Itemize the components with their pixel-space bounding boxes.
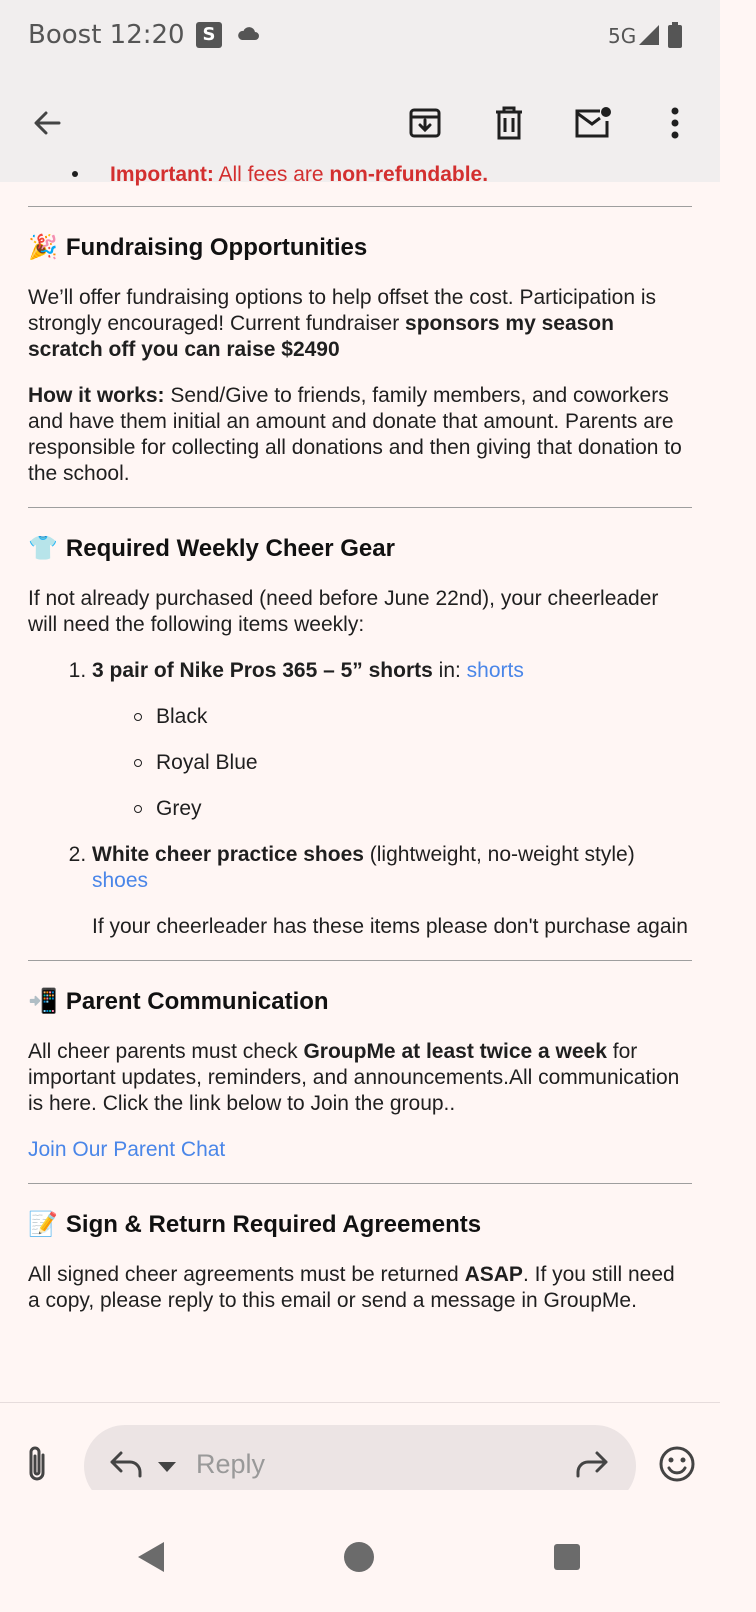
agreements-title: Sign & Return Required Agreements: [65, 1211, 482, 1238]
asap-text: ASAP: [464, 1263, 523, 1286]
nav-back-button[interactable]: [136, 1540, 166, 1579]
archive-button[interactable]: [400, 98, 450, 148]
cut-off-fee-line: [92, 162, 756, 188]
gear-title: Required Weekly Cheer Gear: [65, 535, 395, 562]
fundraising-title: Fundraising Opportunities: [65, 234, 368, 261]
color-list: [92, 694, 692, 832]
join-parent-chat-link[interactable]: Join Our Parent Chat: [28, 1138, 226, 1161]
paperclip-icon: [24, 1443, 50, 1483]
carrier-label: Boost: [28, 20, 102, 50]
battery-icon: [668, 22, 682, 52]
smiley-icon: [658, 1445, 696, 1483]
s-app-notification-icon: S: [196, 22, 222, 48]
fee-text: All fees are: [213, 163, 330, 186]
mark-unread-icon: [574, 107, 612, 139]
cloud-icon: [236, 24, 260, 46]
groupme-frequency: GroupMe at least twice a week: [303, 1040, 607, 1063]
color-grey: Grey: [156, 786, 692, 832]
agreements-heading: [28, 1210, 692, 1240]
email-body-inner: [28, 162, 692, 1314]
gear-intro: If not already purchased (need before June 22nd), your cheerleader will need the following items weekly:: [28, 587, 659, 636]
signal-icon: [638, 24, 660, 50]
non-refundable-text: non-refundable.: [329, 163, 489, 186]
agreements-paragraph: [28, 1262, 692, 1314]
clock: 12:20: [109, 20, 185, 50]
more-options-button[interactable]: [650, 98, 700, 148]
gear-note: If your cheerleader has these items please don't purchase again: [92, 915, 688, 938]
shorts-item: 3 pair of Nike Pros 365 – 5” shorts: [92, 659, 433, 682]
email-body[interactable]: [0, 163, 720, 1402]
agreements-text-2: . If you still need a copy, please reply to this email or send a message in GroupMe.: [28, 1263, 675, 1312]
gear-heading: [28, 534, 692, 564]
communication-text-1: All cheer parents must check: [28, 1040, 304, 1063]
parent-chat-line: [28, 1137, 692, 1163]
fundraising-heading: [28, 233, 692, 263]
important-label: Important:: [110, 163, 214, 186]
fundraising-paragraph: [28, 285, 692, 363]
mobile-phone-icon: 📲: [28, 988, 58, 1015]
emoji-button[interactable]: [658, 1445, 696, 1488]
party-popper-icon: 🎉: [28, 234, 58, 261]
communication-paragraph: [28, 1039, 692, 1117]
memo-icon: 📝: [28, 1211, 58, 1238]
tshirt-icon: 👕: [28, 535, 58, 562]
bullet-dot: [72, 171, 78, 177]
fundraiser-name: sponsors my season scratch off you can raise $2490: [28, 312, 614, 361]
shoes-text: (lightweight, no-weight style): [363, 843, 635, 866]
back-arrow-icon: [31, 107, 63, 139]
trash-icon: [494, 106, 524, 140]
communication-heading: [28, 987, 692, 1017]
reply-mode-dropdown-icon[interactable]: [158, 1459, 176, 1477]
reply-placeholder: Reply: [196, 1449, 266, 1479]
more-vert-icon: [670, 107, 680, 139]
color-black: Black: [156, 694, 692, 740]
forward-icon[interactable]: [574, 1449, 610, 1484]
agreements-text-1: All signed cheer agreements must be returned: [28, 1263, 465, 1286]
status-bar: [0, 0, 720, 72]
nav-home-button[interactable]: [344, 1542, 374, 1572]
how-it-works-paragraph: [28, 383, 692, 487]
shoes-item: White cheer practice shoes: [92, 843, 364, 866]
shoes-link[interactable]: shoes: [92, 869, 149, 892]
fundraising-text: We’ll offer fundraising options to help offset the cost. Participation is strongly encouraged! Current fundraiser: [28, 286, 657, 335]
nav-recents-button[interactable]: [554, 1544, 580, 1570]
list-item-shoes: [92, 842, 692, 940]
triangle-back-icon: [136, 1540, 166, 1574]
how-it-works-label: How it works:: [28, 384, 165, 407]
reply-bar: [0, 1402, 720, 1491]
reply-icon[interactable]: [108, 1449, 144, 1484]
status-carrier-time: [28, 20, 185, 50]
how-it-works-text: Send/Give to friends, family members, and coworkers and have them initial an amount and donate that amount. Parents are responsible for collecting all donations and then giving that donation to the school.: [28, 384, 682, 485]
communication-text-2: for important updates, reminders, and announcements.All communication is here. Click the link below to Join the group..: [28, 1040, 680, 1115]
gear-list: [28, 658, 692, 940]
communication-title: Parent Communication: [65, 988, 329, 1015]
color-royal-blue: Royal Blue: [156, 740, 692, 786]
back-button[interactable]: [22, 98, 72, 148]
shorts-link[interactable]: shorts: [466, 659, 524, 682]
list-item-shorts: [92, 658, 692, 842]
delete-button[interactable]: [484, 98, 534, 148]
mark-unread-button[interactable]: [568, 98, 618, 148]
attach-button[interactable]: [24, 1443, 50, 1488]
system-navigation-bar: [0, 1490, 720, 1612]
network-type: 5G: [608, 24, 637, 48]
shorts-in-text: in:: [432, 659, 467, 682]
archive-icon: [408, 106, 442, 140]
